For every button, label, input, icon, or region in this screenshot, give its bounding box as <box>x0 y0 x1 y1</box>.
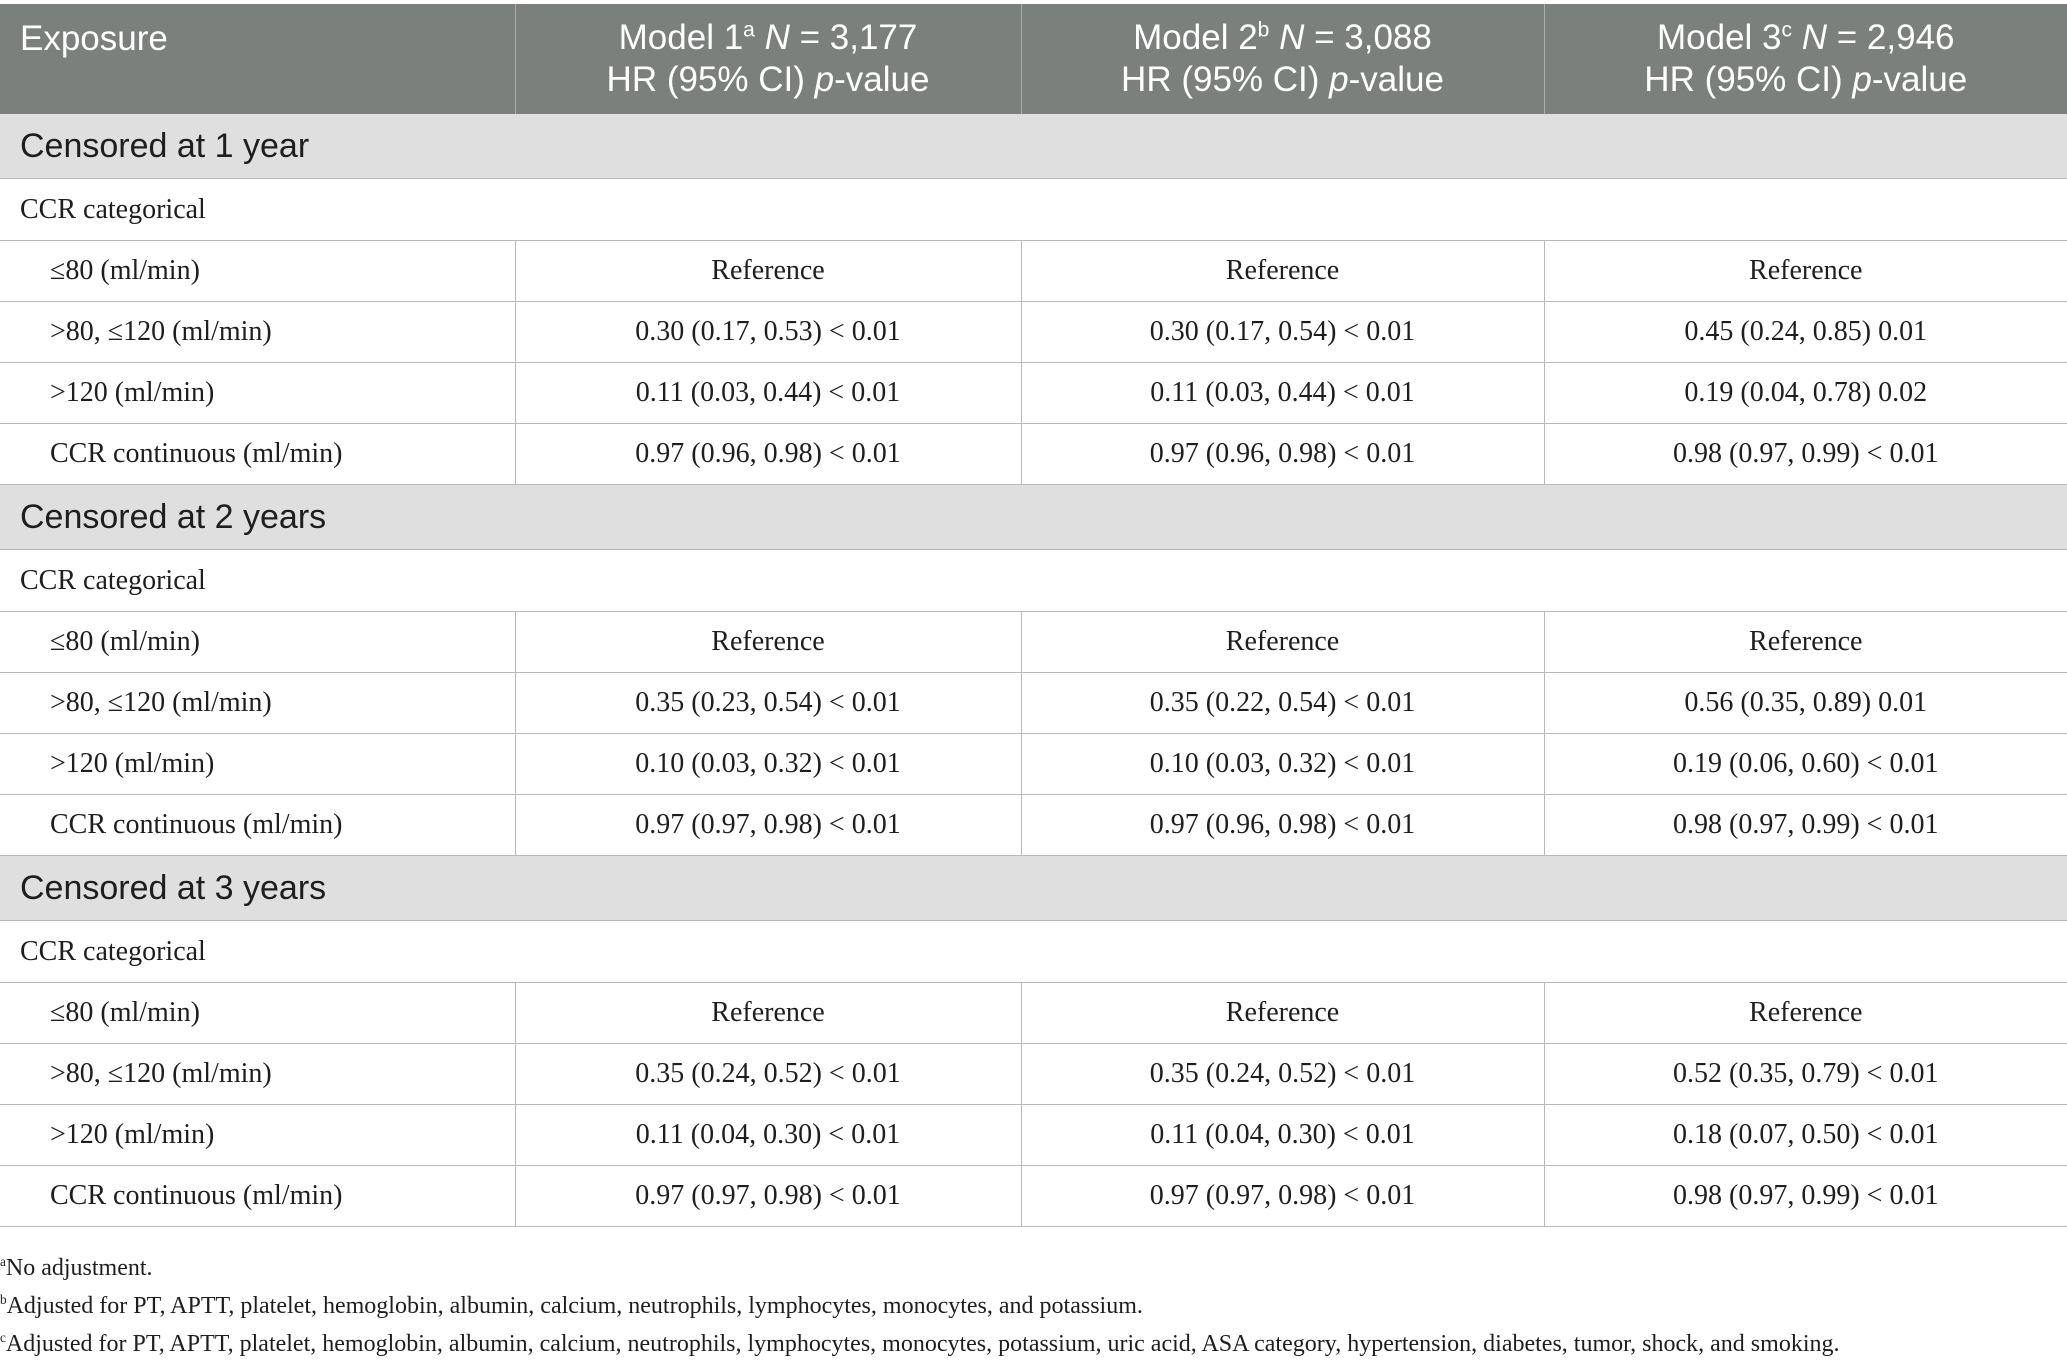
model-3-cell: 0.19 (0.06, 0.60) < 0.01 <box>1544 734 2067 795</box>
model-1-cell: 0.97 (0.96, 0.98) < 0.01 <box>515 424 1021 485</box>
table-row <box>0 1044 2067 1105</box>
row-label: ≤80 (ml/min) <box>0 983 515 1044</box>
model-1-cell: Reference <box>515 241 1021 302</box>
model-2-cell: 0.97 (0.96, 0.98) < 0.01 <box>1021 795 1544 856</box>
model-1-cell: 0.30 (0.17, 0.53) < 0.01 <box>515 302 1021 363</box>
table-row <box>0 363 2067 424</box>
subheading-row <box>0 179 2067 241</box>
hr-label: HR (95% CI) <box>1644 60 1853 99</box>
footnote-marker: b <box>0 1292 7 1307</box>
model-3-cell: 0.19 (0.04, 0.78) 0.02 <box>1544 363 2067 424</box>
footnote-c <box>0 1325 1839 1363</box>
table-row <box>0 424 2067 485</box>
subheading-label: CCR categorical <box>0 550 2067 612</box>
n-label: N <box>1279 18 1305 57</box>
hr-label: HR (95% CI) <box>606 60 815 99</box>
model-2-cell: 0.97 (0.96, 0.98) < 0.01 <box>1021 424 1544 485</box>
row-label: >120 (ml/min) <box>0 734 515 795</box>
model-2-cell: 0.11 (0.04, 0.30) < 0.01 <box>1021 1105 1544 1166</box>
row-label: ≤80 (ml/min) <box>0 241 515 302</box>
row-label: CCR continuous (ml/min) <box>0 424 515 485</box>
footnote-b <box>0 1287 1839 1325</box>
model-3-cell: Reference <box>1544 241 2067 302</box>
model-1-cell: Reference <box>515 983 1021 1044</box>
model-3-column-header <box>1544 4 2067 114</box>
model-2-cell: 0.11 (0.03, 0.44) < 0.01 <box>1021 363 1544 424</box>
table-body <box>0 114 2067 1227</box>
model-2-cell: 0.30 (0.17, 0.54) < 0.01 <box>1021 302 1544 363</box>
footnote-a <box>0 1249 1839 1287</box>
p-suffix: -value <box>834 60 930 99</box>
model-1-cell: Reference <box>515 612 1021 673</box>
row-label: >80, ≤120 (ml/min) <box>0 673 515 734</box>
model-1-cell: 0.35 (0.23, 0.54) < 0.01 <box>515 673 1021 734</box>
model-1-column-header <box>515 4 1021 114</box>
exposure-column-header: Exposure <box>0 4 515 114</box>
table-row <box>0 302 2067 363</box>
subheading-row <box>0 921 2067 983</box>
row-label: CCR continuous (ml/min) <box>0 795 515 856</box>
p-label: p <box>814 60 835 99</box>
subheading-row <box>0 550 2067 612</box>
model-1-cell: 0.35 (0.24, 0.52) < 0.01 <box>515 1044 1021 1105</box>
footnote-marker: a <box>743 18 755 42</box>
model-3-cell: 0.45 (0.24, 0.85) 0.01 <box>1544 302 2067 363</box>
n-label: N <box>1801 18 1828 57</box>
table-row <box>0 983 2067 1044</box>
model-3-cell: 0.52 (0.35, 0.79) < 0.01 <box>1544 1044 2067 1105</box>
subheading-label: CCR categorical <box>0 921 2067 983</box>
hazard-ratio-table <box>0 4 2067 1227</box>
n-value: = 3,177 <box>789 18 918 57</box>
p-suffix: -value <box>1348 60 1444 99</box>
section-header-row <box>0 485 2067 550</box>
model-3-cell: 0.98 (0.97, 0.99) < 0.01 <box>1544 424 2067 485</box>
model-name: Model 1 <box>618 18 744 57</box>
p-suffix: -value <box>1871 60 1968 99</box>
p-label: p <box>1329 60 1349 99</box>
model-2-cell: 0.35 (0.24, 0.52) < 0.01 <box>1021 1044 1544 1105</box>
table-footnotes <box>0 1249 1839 1363</box>
footnote-marker: c <box>1781 18 1793 42</box>
model-1-cell: 0.97 (0.97, 0.98) < 0.01 <box>515 795 1021 856</box>
model-2-cell: Reference <box>1021 241 1544 302</box>
model-3-cell: Reference <box>1544 612 2067 673</box>
model-3-cell: 0.98 (0.97, 0.99) < 0.01 <box>1544 795 2067 856</box>
table-row <box>0 673 2067 734</box>
table-header <box>0 4 2067 114</box>
row-label: >120 (ml/min) <box>0 1105 515 1166</box>
footnote-text: Adjusted for PT, APTT, platelet, hemoglobin, albumin, calcium, neutrophils, lymphocytes, monocytes, potassium, uric acid, ASA category, hypertension, diabetes, tumor, shock, and smoking. <box>5 1331 1840 1357</box>
section-title: Censored at 3 years <box>0 856 2067 921</box>
table-row <box>0 734 2067 795</box>
model-2-cell: 0.97 (0.97, 0.98) < 0.01 <box>1021 1166 1544 1227</box>
row-label: >80, ≤120 (ml/min) <box>0 1044 515 1105</box>
model-name: Model 3 <box>1656 18 1782 57</box>
model-name: Model 2 <box>1133 18 1258 57</box>
subheading-label: CCR categorical <box>0 179 2067 241</box>
row-label: >120 (ml/min) <box>0 363 515 424</box>
section-header-row <box>0 114 2067 179</box>
model-3-cell: 0.98 (0.97, 0.99) < 0.01 <box>1544 1166 2067 1227</box>
row-label: CCR continuous (ml/min) <box>0 1166 515 1227</box>
model-2-cell: Reference <box>1021 612 1544 673</box>
table-row <box>0 612 2067 673</box>
p-label: p <box>1852 60 1872 99</box>
model-2-cell: Reference <box>1021 983 1544 1044</box>
model-1-cell: 0.11 (0.04, 0.30) < 0.01 <box>515 1105 1021 1166</box>
model-3-cell: 0.18 (0.07, 0.50) < 0.01 <box>1544 1105 2067 1166</box>
model-2-column-header <box>1021 4 1544 114</box>
footnote-marker: c <box>0 1330 6 1345</box>
model-1-cell: 0.11 (0.03, 0.44) < 0.01 <box>515 363 1021 424</box>
row-label: ≤80 (ml/min) <box>0 612 515 673</box>
model-1-cell: 0.97 (0.97, 0.98) < 0.01 <box>515 1166 1021 1227</box>
row-label: >80, ≤120 (ml/min) <box>0 302 515 363</box>
model-3-cell: 0.56 (0.35, 0.89) 0.01 <box>1544 673 2067 734</box>
section-header-row <box>0 856 2067 921</box>
table-row <box>0 241 2067 302</box>
n-value: = 3,088 <box>1304 18 1432 57</box>
section-title: Censored at 2 years <box>0 485 2067 550</box>
footnote-marker: a <box>0 1254 6 1269</box>
model-2-cell: 0.10 (0.03, 0.32) < 0.01 <box>1021 734 1544 795</box>
model-2-cell: 0.35 (0.22, 0.54) < 0.01 <box>1021 673 1544 734</box>
section-title: Censored at 1 year <box>0 114 2067 179</box>
table-row <box>0 795 2067 856</box>
footnote-marker: b <box>1257 18 1270 42</box>
model-1-cell: 0.10 (0.03, 0.32) < 0.01 <box>515 734 1021 795</box>
footnote-text: Adjusted for PT, APTT, platelet, hemoglobin, albumin, calcium, neutrophils, lymphocytes, monocytes, and potassium. <box>6 1293 1143 1319</box>
table-row <box>0 1166 2067 1227</box>
n-value: = 2,946 <box>1827 18 1955 57</box>
model-3-cell: Reference <box>1544 983 2067 1044</box>
hr-label: HR (95% CI) <box>1121 60 1330 99</box>
footnote-text: No adjustment. <box>5 1255 153 1281</box>
n-label: N <box>764 18 790 57</box>
table-row <box>0 1105 2067 1166</box>
